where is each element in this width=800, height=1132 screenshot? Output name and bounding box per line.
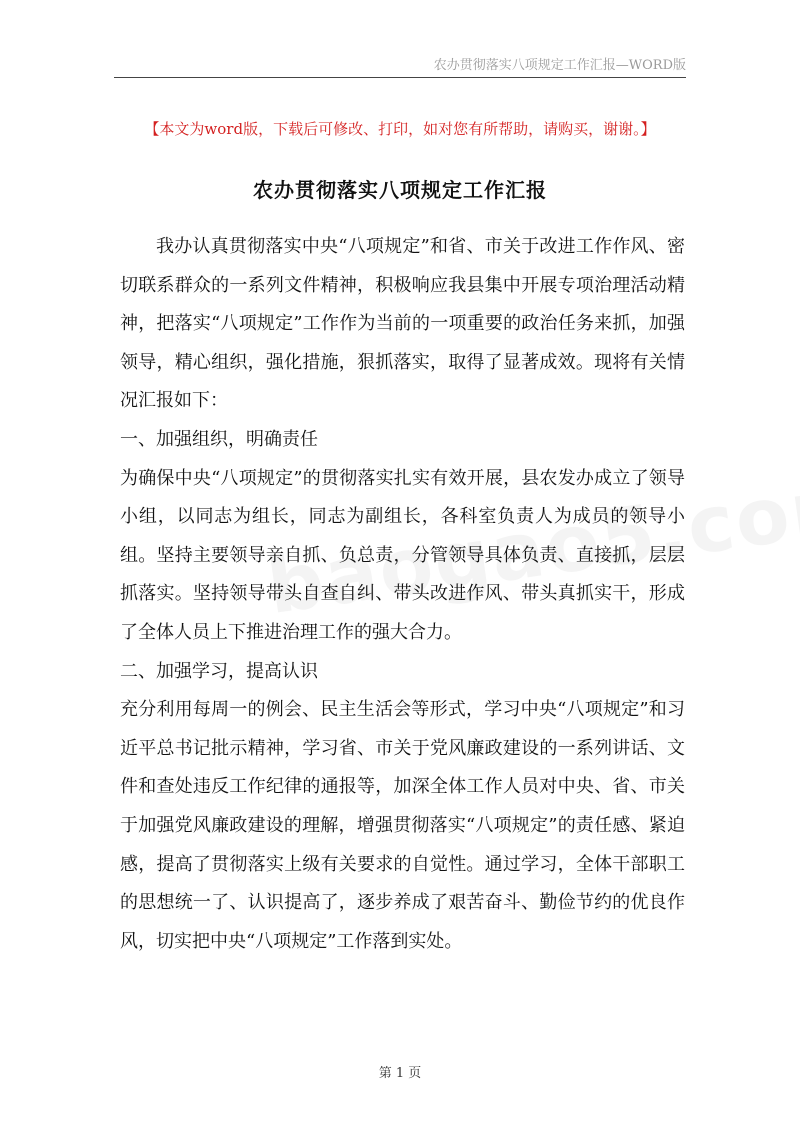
document-title: 农办贯彻落实八项规定工作汇报 [253,178,547,202]
section-2-paragraph: 充分利用每周一的例会、民主生活会等形式，学习中央“八项规定”和习近平总书记批示精神，学习省、市关于党风廉政建设的一系列讲话、文件和查处违反工作纪律的通报等，加深全体工作人员对中央、省、市关于加强党风廉政建设的理解，增强贯彻落实“八项规定”的责任感、紧迫感，提高了贯彻落实上级有关要求的自觉性。通过学习，全体干部职工的思想统一了、认识提高了，逐步养成了艰苦奋斗、勤俭节约的优良作风，切实把中央“八项规定”工作落到实处。 [120,699,685,952]
download-notice: 【本文为word版，下载后可修改、打印，如对您有所帮助，请购买，谢谢。】 [144,120,656,138]
running-header: 农办贯彻落实八项规定工作汇报—WORD版 [433,58,686,73]
section-1-paragraph: 为确保中央“八项规定”的贯彻落实扎实有效开展，县农发办成立了领导小组，以同志为组长，同志为副组长，各科室负责人为成员的领导小组。坚持主要领导亲自抓、负总责，分管领导具体负责、直接抓，层层抓落实。坚持领导带头自查自纠、带头改进作风、带头真抓实干，形成了全体人员上下推进治理工作的强大合力。 [120,467,685,643]
intro-paragraph: 我办认真贯彻落实中央“八项规定”和省、市关于改进工作作风、密切联系群众的一系列文件精神，积极响应我县集中开展专项治理活动精神，把落实“八项规定”工作作为当前的一项重要的政治任务来抓，加强领导，精心组织，强化措施，狠抓落实，取得了显著成效。现将有关情况汇报如下： [120,236,685,412]
header-divider [114,77,686,78]
page-number: 第 1 页 [378,1066,422,1081]
section-heading-2: 二、加强学习，提高认识 [120,660,318,682]
document-body [120,228,685,961]
section-heading-1: 一、加强组织，明确责任 [120,428,318,450]
